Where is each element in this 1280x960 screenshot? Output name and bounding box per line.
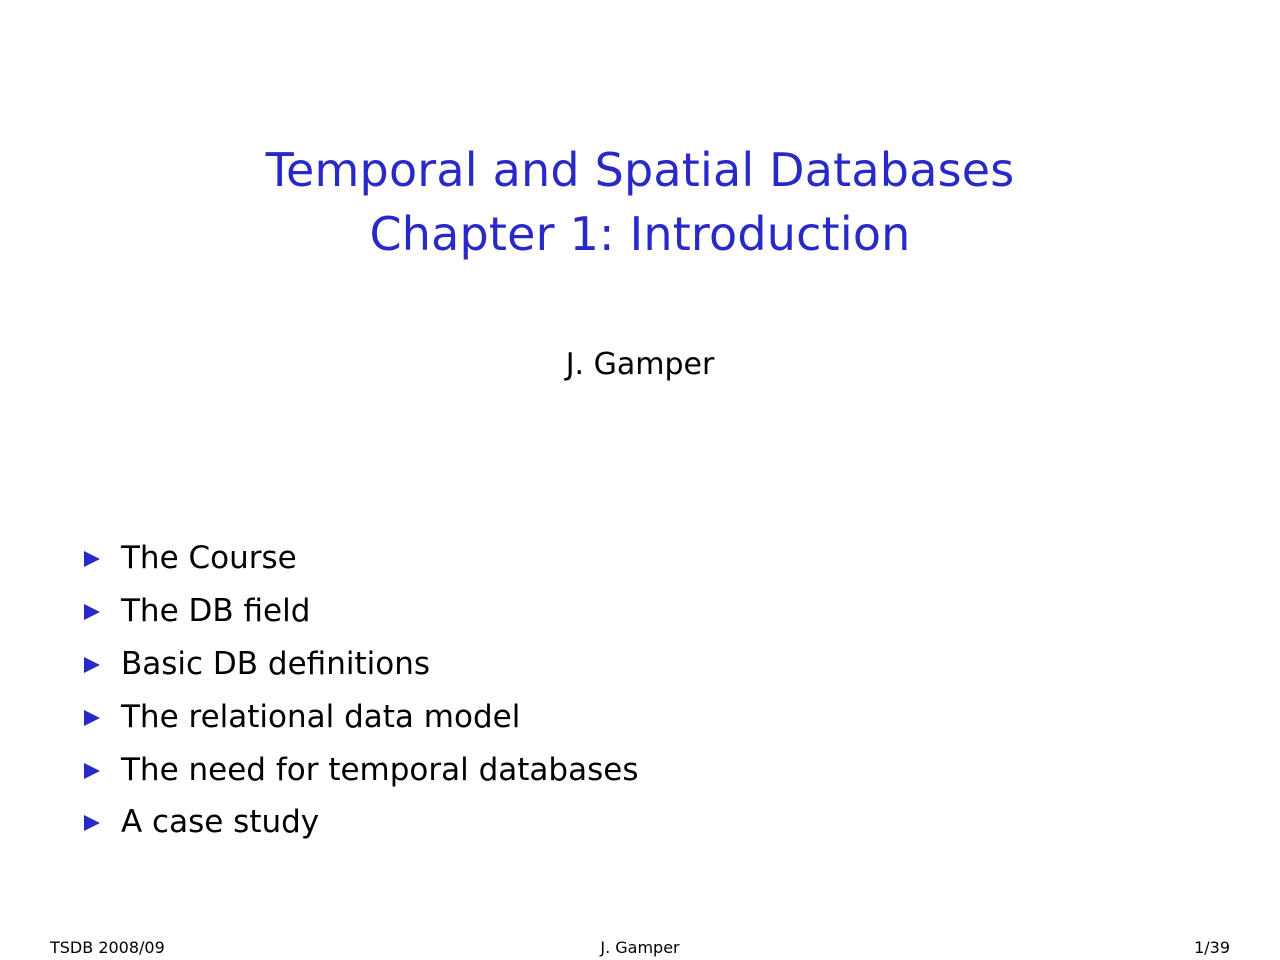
outline-item [84, 796, 638, 849]
slide-title [0, 138, 1280, 266]
outline-item-label: Basic DB definitions [121, 645, 430, 682]
footer-course-label: TSDB 2008/09 [50, 938, 165, 957]
outline-item-label: The relational data model [121, 698, 521, 735]
page-number: 1/39 [1194, 938, 1230, 957]
author-name: J. Gamper [565, 347, 715, 382]
outline-item [84, 585, 638, 638]
outline-list [84, 532, 638, 849]
outline-item-label: The DB field [121, 593, 311, 630]
triangle-bullet-icon [84, 551, 100, 567]
triangle-bullet-icon [84, 763, 100, 779]
outline-item [84, 743, 638, 796]
outline-item [84, 690, 638, 743]
slide-footer [0, 936, 1280, 960]
triangle-bullet-icon [84, 604, 100, 620]
outline-item [84, 532, 638, 585]
title-line-2: Chapter 1: Introduction [369, 207, 911, 261]
title-line-1: Temporal and Spatial Databases [265, 143, 1015, 197]
triangle-bullet-icon [84, 710, 100, 726]
footer-author: J. Gamper [600, 938, 680, 957]
triangle-bullet-icon [84, 657, 100, 673]
outline-item [84, 638, 638, 691]
triangle-bullet-icon [84, 815, 100, 831]
outline-item-label: A case study [121, 804, 320, 841]
outline-item-label: The need for temporal databases [121, 751, 639, 788]
outline-item-label: The Course [121, 540, 297, 577]
